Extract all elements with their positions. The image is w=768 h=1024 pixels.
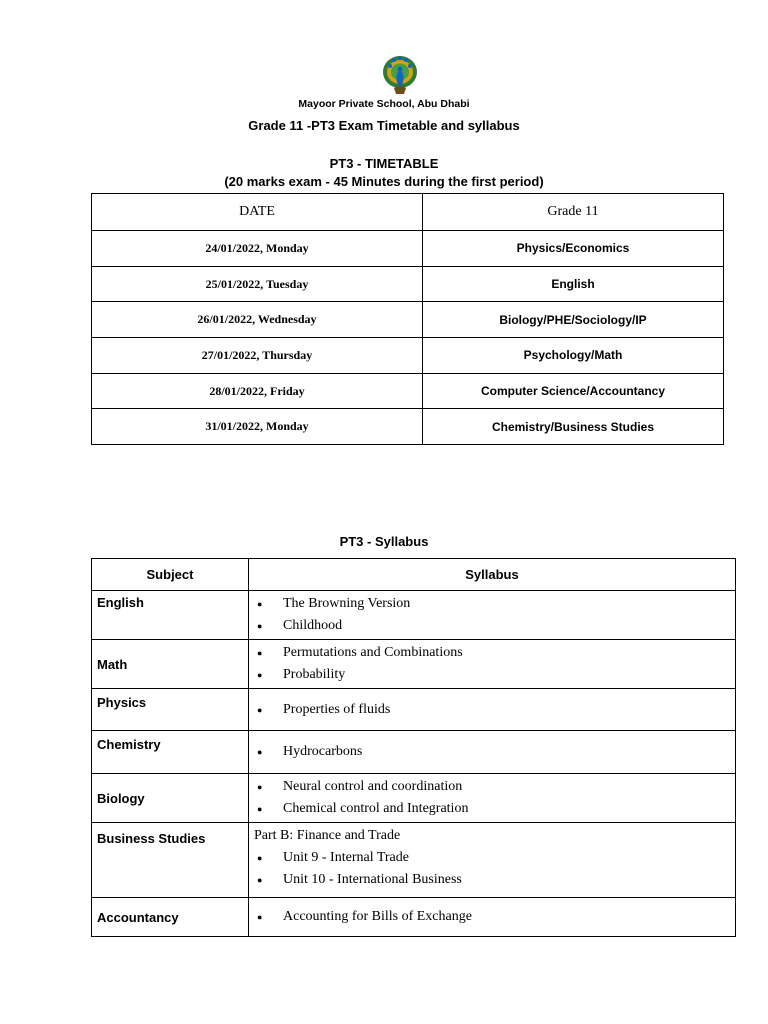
subject-cell: Physics [92, 689, 249, 731]
topic-list [255, 776, 735, 820]
table-row [92, 591, 736, 640]
peacock-logo-icon [380, 54, 420, 98]
subjects-cell: English [423, 266, 724, 302]
list-item: ● Hydrocarbons [277, 741, 735, 763]
subject-cell: Math [92, 640, 249, 689]
table-row [92, 689, 736, 731]
table-row [92, 266, 724, 302]
list-item: ● Neural control and coordination [277, 776, 735, 798]
date-cell: 28/01/2022, Friday [92, 373, 423, 409]
syllabus-cell [249, 823, 736, 898]
topic-list [255, 847, 735, 891]
subjects-cell: Psychology/Math [423, 338, 724, 374]
table-row [92, 373, 724, 409]
subject-cell: English [92, 591, 249, 640]
column-header-grade: Grade 11 [423, 194, 724, 231]
column-header-subject: Subject [92, 559, 249, 591]
timetable-heading-line2: (20 marks exam - 45 Minutes during the first period) [224, 174, 544, 189]
syllabus-cell [249, 898, 736, 937]
subjects-cell: Computer Science/Accountancy [423, 373, 724, 409]
table-row [92, 774, 736, 823]
subjects-cell: Physics/Economics [423, 231, 724, 267]
timetable-table [91, 193, 724, 445]
list-item: ● Accounting for Bills of Exchange [277, 906, 735, 928]
subjects-cell: Biology/PHE/Sociology/IP [423, 302, 724, 338]
syllabus-cell [249, 689, 736, 731]
column-header-date: DATE [92, 194, 423, 231]
topic-list [255, 906, 735, 928]
list-item: ● The Browning Version [277, 593, 735, 615]
table-row [92, 898, 736, 937]
list-item: ● Probability [277, 664, 735, 686]
syllabus-table [91, 558, 736, 937]
table-header-row [92, 559, 736, 591]
table-row [92, 338, 724, 374]
table-row [92, 731, 736, 774]
subjects-cell: Chemistry/Business Studies [423, 409, 724, 445]
topic-list [255, 741, 735, 763]
list-item: ● Properties of fluids [277, 699, 735, 721]
syllabus-cell [249, 591, 736, 640]
table-header-row [92, 194, 724, 231]
subject-cell: Business Studies [92, 823, 249, 898]
topic-list [255, 699, 735, 721]
date-cell: 26/01/2022, Wednesday [92, 302, 423, 338]
date-cell: 27/01/2022, Thursday [92, 338, 423, 374]
syllabus-lead-text: Part B: Finance and Trade [254, 828, 401, 843]
column-header-syllabus: Syllabus [249, 559, 736, 591]
syllabus-cell [249, 774, 736, 823]
subject-cell: Chemistry [92, 731, 249, 774]
date-cell: 25/01/2022, Tuesday [92, 266, 423, 302]
list-item: ● Unit 9 - Internal Trade [277, 847, 735, 869]
table-row [92, 640, 736, 689]
school-name: Mayoor Private School, Abu Dhabi [298, 98, 470, 110]
topic-list [255, 593, 735, 637]
subject-cell: Accountancy [92, 898, 249, 937]
syllabus-heading: PT3 - Syllabus [339, 534, 429, 549]
timetable-heading-line1: PT3 - TIMETABLE [329, 156, 439, 171]
timetable-heading [0, 155, 768, 191]
list-item: ● Chemical control and Integration [277, 798, 735, 820]
table-row [92, 302, 724, 338]
syllabus-cell [249, 731, 736, 774]
list-item: ● Childhood [277, 615, 735, 637]
subject-cell: Biology [92, 774, 249, 823]
date-cell: 24/01/2022, Monday [92, 231, 423, 267]
table-row [92, 231, 724, 267]
date-cell: 31/01/2022, Monday [92, 409, 423, 445]
list-item: ● Permutations and Combinations [277, 642, 735, 664]
table-row [92, 823, 736, 898]
document-title: Grade 11 -PT3 Exam Timetable and syllabus [248, 118, 520, 133]
list-item: ● Unit 10 - International Business [277, 869, 735, 891]
syllabus-cell [249, 640, 736, 689]
topic-list [255, 642, 735, 686]
table-row [92, 409, 724, 445]
